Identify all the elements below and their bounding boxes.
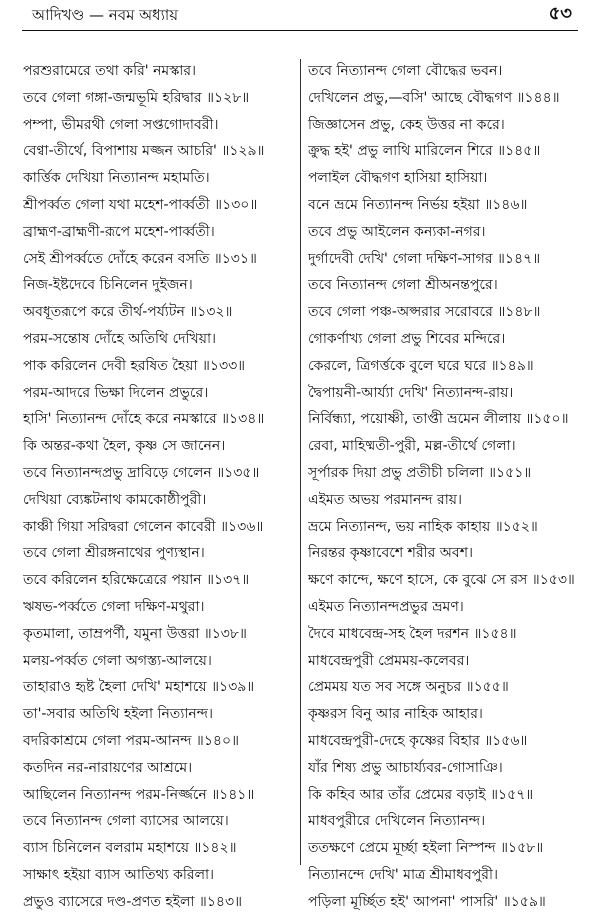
verse-line: দেখিলেন প্রভু,—বসি' আছে বৌদ্ধগণ ॥১৪৪॥ (308, 89, 560, 106)
verse-line: জিজ্ঞাসেন প্রভু, কেহ উত্তর না করে। (308, 116, 505, 133)
verse-line: সূর্পারক দিয়া প্রভু প্রতীচী চলিলা ॥১৫১॥ (308, 464, 532, 481)
verse-line: দ্বৈপায়নী-আর্য্যা দেখি' নিত্যানন্দ-রায়। (308, 384, 514, 401)
verse-line: ক্রুদ্ধ হই' প্রভু লাথি মারিলেন শিরে ॥১৪৫॥ (308, 143, 541, 160)
verse-line: তবে নিত্যানন্দ গেলা বৌদ্ধের ভবন। (308, 63, 503, 79)
chapter-title: আদিখণ্ড — নবম অধ্যায় (32, 6, 179, 24)
verse-line: কেরলে, ত্রিগর্ত্তকে বুলে ঘরে ঘরে ॥১৪৯॥ (308, 357, 534, 374)
verse-line: ব্যাস চিনিলেন বলরাম মহাশয়ে ॥১৪২॥ (23, 840, 237, 857)
verse-line: তা'-সবার অতিথি হইলা নিত্যানন্দ। (23, 706, 214, 723)
verse-line: অবধূতরূপে করে তীর্থ-পর্য্যটন ॥১৩২॥ (23, 304, 233, 321)
verse-line: সেই শ্রীপর্ব্বতে দোঁহে করেন বসতি ॥১৩১॥ (23, 250, 257, 267)
verse-line: দেখিয়া ব্যেঙ্কটনাথ কামকোষ্ঠীপুরী। (23, 491, 207, 508)
verse-line: রেবা, মাহিষ্মতী-পুরী, মল্ল-তীর্থে গেলা। (308, 438, 516, 455)
verse-line: পরম-সন্তোষ দোঁহে অতিথি দেখিয়া। (23, 330, 217, 347)
verse-line: যাঁর শিষ্য প্রভু আচার্য্যবর-গোসাঞি। (308, 759, 503, 776)
verse-line: মাধবেন্দ্রপুরী-দেহে কৃষ্ণের বিহার ॥১৫৬॥ (308, 732, 528, 749)
verse-line: এইমত নিত্যানন্দপ্রভুর ভ্রমণ। (308, 598, 464, 615)
verse-line: পড়িলা মূর্চ্ছিত হই' আপনা' পাসরি' ॥১৫৯॥ (308, 893, 546, 910)
verse-line: ততক্ষণে প্রেমে মূর্চ্ছা হইলা নিস্পন্দ ॥১৫৮॥ (308, 840, 544, 857)
verse-line: নিজ-ইষ্টদেবে চিনিলেন দুইজন। (23, 277, 193, 294)
verse-line: পলাইল বৌদ্ধগণ হাসিয়া হাসিয়া। (308, 170, 488, 187)
verse-line: হাসি' নিত্যানন্দ দোঁহে করে নমস্কারে ॥১৩৪॥ (23, 411, 265, 428)
verse-line: তবে নিত্যানন্দ গেলা ব্যাসের আলয়ে। (23, 813, 229, 830)
verse-line: মলয়-পর্ব্বত গেলা অগস্ত্য-আলয়ে। (23, 652, 212, 669)
verse-line: ঋষভ-পর্ব্বতে গেলা দক্ষিণ-মথুরা। (23, 598, 205, 615)
verse-line: গোকর্ণাখ্য গেলা প্রভু শিবের মন্দিরে। (308, 330, 506, 347)
verse-line: সাক্ষাৎ হইয়া ব্যাস আতিথ্য করিলা। (23, 866, 215, 883)
verse-line: তবে প্রভু আইলেন কন্যকা-নগর। (308, 223, 486, 240)
verse-line: দুর্গাদেবী দেখি' গেলা দক্ষিণ-সাগর ॥১৪৭॥ (308, 250, 541, 267)
verse-line: মাধবেন্দ্রপুরী প্রেমময়-কলেবর। (308, 652, 470, 669)
verse-line: কতদিন নর-নারায়ণের আশ্রমে। (23, 759, 193, 776)
verse-line: শ্রীপর্ব্বত গেলা যথা মহেশ-পার্ব্বতী ॥১৩০॥ (23, 196, 258, 213)
verse-line: পরশুরামেরে তথা করি' নমস্কার। (23, 63, 197, 79)
header-divider (22, 30, 578, 31)
verse-line: বেণ্বা-তীর্থে, বিপাশায় মজ্জন আচরি' ॥১২৯॥ (23, 143, 265, 160)
verse-line: ব্রাহ্মণ-ব্রাহ্মণী-রূপে মহেশ-পার্ব্বতী। (23, 223, 215, 240)
verse-line: এইমত অভয় পরমানন্দ রায়। (308, 491, 463, 508)
verse-line: বদরিকাশ্রমে গেলা পরম-আনন্দ ॥১৪০॥ (23, 732, 240, 749)
verse-line: পরম-আদরে ভিক্ষা দিলেন প্রভুরে। (23, 384, 209, 401)
verse-line: কৃতমালা, তাম্রপর্ণী, যমুনা উত্তরা ॥১৩৮॥ (23, 625, 247, 642)
page-number: ৫৩ (548, 3, 572, 24)
verse-line: কৃষ্ণরস বিনু আর নাহিক আহার। (308, 706, 483, 723)
verse-line: তবে গেলা পঞ্চ-অপ্সরার সরোবরে ॥১৪৮॥ (308, 304, 541, 321)
verse-line: আছিলেন নিত্যানন্দ পরম-নির্জ্জনে ॥১৪১॥ (23, 786, 255, 803)
verse-line: তবে নিত্যানন্দ গেলা শ্রীঅনন্তপুরে। (308, 277, 498, 294)
verse-line: কাঞ্চী গিয়া সরিদ্বরা গেলেন কাবেরী ॥১৩৬॥ (23, 518, 264, 535)
running-header (22, 2, 578, 28)
verse-line: পম্পা, ভীমরথী গেলা সপ্তগোদাবরী। (23, 116, 219, 133)
verse-line: তবে গেলা শ্রীরঙ্গনাথের পুণ্যস্থান। (23, 545, 205, 562)
right-verse-column (308, 58, 583, 916)
verse-line: নিরন্তর কৃষ্ণাবেশে শরীর অবশ। (308, 545, 474, 562)
verse-line: দৈবে মাধবেন্দ্র-সহ হৈল দরশন ॥১৫৪॥ (308, 625, 517, 642)
verse-line: নির্বিন্ধ্যা, পয়োষ্ণী, তাপ্তী ভ্রমেন লীলায় ॥১৫০॥ (308, 411, 569, 428)
verse-line: নিত্যানন্দে দেখি' মাত্র শ্রীমাধবপুরী। (308, 866, 499, 883)
verse-line: তাহারাও হৃষ্ট হৈলা দেখি' মহাশয়ে ॥১৩৯॥ (23, 679, 255, 696)
verse-line: বনে ভ্রমে নিত্যানন্দ নির্ভয় হইয়া ॥১৪৬॥ (308, 196, 528, 213)
verse-line: কার্ত্তিক দেখিয়া নিত্যানন্দ মহামতি। (23, 170, 210, 187)
verse-line: তবে গেলা গঙ্গা-জন্মভূমি হরিদ্বার ॥১২৮॥ (23, 89, 250, 106)
verse-line: তবে করিলেন হরিক্ষেত্রেরে পয়ান ॥১৩৭॥ (23, 572, 250, 589)
verse-line: কি কহিব আর তাঁর প্রেমের বড়াই ॥১৫৭॥ (308, 786, 534, 803)
verse-line: পাক করিলেন দেবী হরষিত হৈয়া ॥১৩৩॥ (23, 357, 246, 374)
verse-line: ক্ষণে কান্দে, ক্ষণে হাসে, কে বুঝে সে রস ॥১৫৩॥ (308, 572, 575, 589)
verse-line: কি অন্তর-কথা হৈল, কৃষ্ণ সে জানেন। (23, 438, 226, 455)
column-divider (300, 59, 301, 865)
verse-line: প্রেমময় যত সব সঙ্গে অনুচর ॥১৫৫॥ (308, 679, 509, 696)
left-verse-column (23, 58, 298, 916)
verse-line: মাধবপুরীরে দেখিলেন নিত্যানন্দ। (308, 813, 486, 830)
verse-line: ভ্রমে নিত্যানন্দ, ভয় নাহিক কাহায় ॥১৫২॥ (308, 518, 538, 535)
verse-line: তবে নিত্যানন্দপ্রভু দ্রাবিড়ে গেলেন ॥১৩৫॥ (23, 464, 260, 481)
verse-line: প্রভুও ব্যাসেরে দণ্ড-প্রণত হইলা ॥১৪৩॥ (23, 893, 243, 910)
